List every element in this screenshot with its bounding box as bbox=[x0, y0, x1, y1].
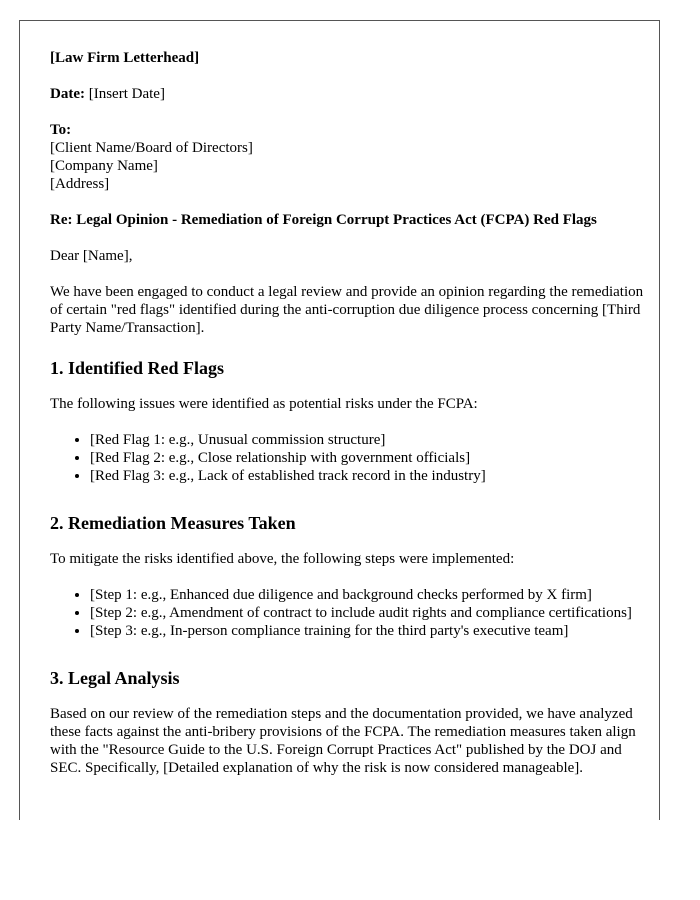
list-item: • [Red Flag 1: e.g., Unusual commission structure] bbox=[90, 431, 650, 449]
list-item: • [Red Flag 3: e.g., Lack of established track record in the industry] bbox=[90, 467, 650, 485]
section-heading-remediation: 2. Remediation Measures Taken bbox=[50, 513, 296, 533]
subject-line: Re: Legal Opinion - Remediation of Foreign Corrupt Practices Act (FCPA) Red Flags bbox=[50, 212, 597, 228]
red-flags-list bbox=[50, 431, 650, 485]
remediation-steps-list bbox=[50, 586, 650, 640]
recipient-company: [Company Name] bbox=[50, 158, 158, 174]
section-lead-red-flags: The following issues were identified as potential risks under the FCPA: bbox=[50, 396, 478, 412]
letterhead: [Law Firm Letterhead] bbox=[50, 50, 200, 66]
section-lead-remediation: To mitigate the risks identified above, the following steps were implemented: bbox=[50, 551, 515, 567]
recipient-block bbox=[50, 121, 650, 193]
section-heading-red-flags: 1. Identified Red Flags bbox=[50, 358, 225, 378]
recipient-address: [Address] bbox=[50, 176, 110, 192]
legal-analysis-paragraph: Based on our review of the remediation steps and the documentation provided, we have analyzed these facts against the anti-bribery provisions of the FCPA. The remediation measures taken align with the "Resource Guide to the U.S. Foreign Corrupt Practices Act" published by the DOJ and SEC. Specifically, [Detailed explanation of why the risk is now considered manageable]. bbox=[50, 706, 636, 776]
list-item: • [Step 1: e.g., Enhanced due diligence and background checks performed by X firm] bbox=[90, 586, 650, 604]
salutation: Dear [Name], bbox=[50, 248, 133, 264]
date-label: Date: bbox=[50, 86, 85, 102]
intro-paragraph: We have been engaged to conduct a legal review and provide an opinion regarding the remediation of certain "red flags" identified during the anti-corruption due diligence process concerning [Third Party Name/Transaction]. bbox=[50, 284, 644, 336]
list-item: • [Red Flag 2: e.g., Close relationship with government officials] bbox=[90, 449, 650, 467]
section-heading-legal-analysis: 3. Legal Analysis bbox=[50, 668, 180, 688]
date-value: [Insert Date] bbox=[88, 86, 165, 102]
letter-page bbox=[19, 20, 660, 820]
list-item: • [Step 2: e.g., Amendment of contract to include audit rights and compliance certifications] bbox=[90, 604, 650, 622]
letter-content bbox=[50, 49, 650, 795]
list-item: • [Step 3: e.g., In-person compliance training for the third party's executive team] bbox=[90, 622, 650, 640]
recipient-name: [Client Name/Board of Directors] bbox=[50, 140, 253, 156]
recipient-label: To: bbox=[50, 122, 72, 138]
date-line bbox=[50, 85, 650, 103]
